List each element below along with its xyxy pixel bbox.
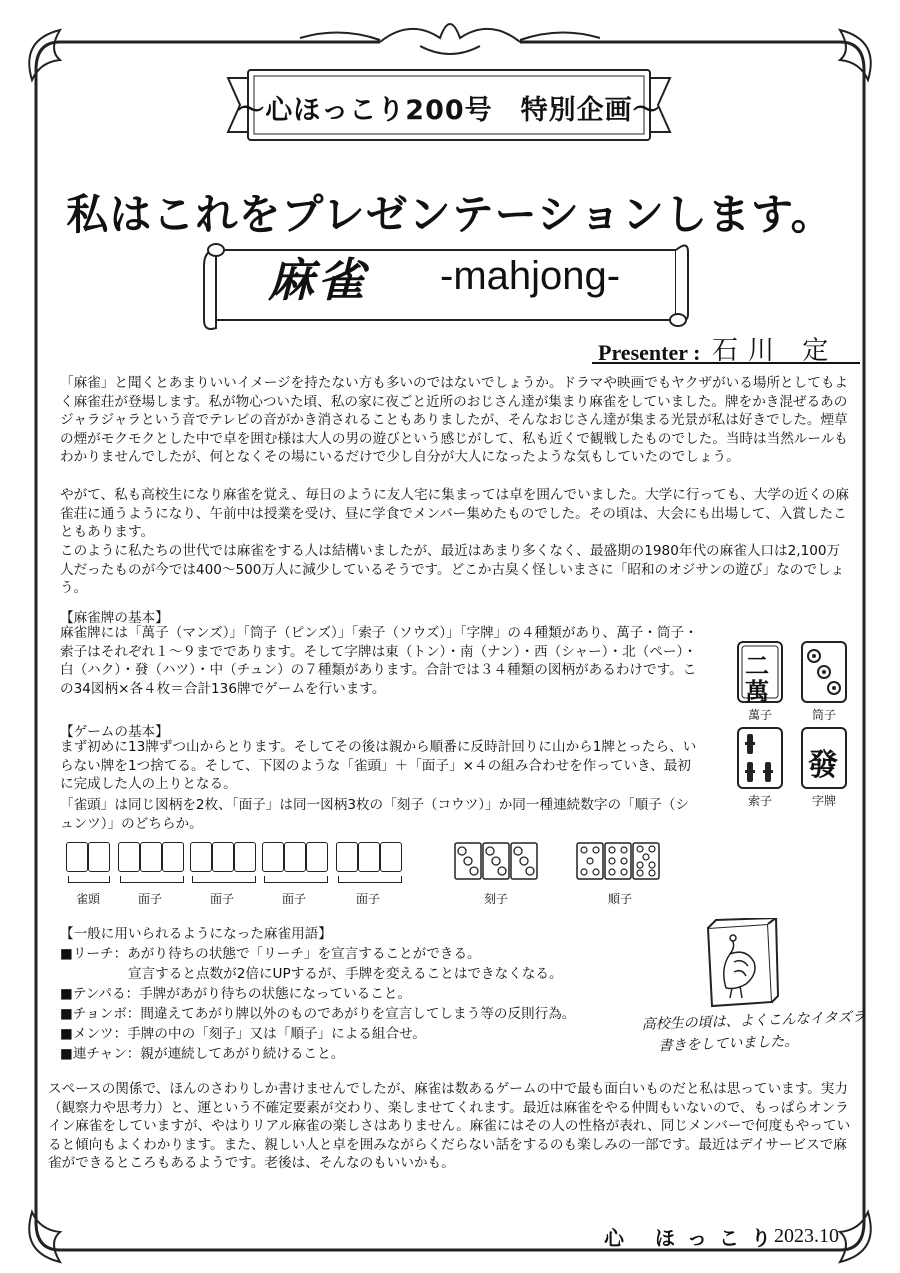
presenter-name: 石川 定	[712, 336, 839, 366]
hand-tile	[380, 842, 402, 872]
hand-bracket	[192, 876, 256, 883]
koutsu-example-icon	[454, 842, 538, 880]
game-basics-text-2: 「雀頭」は同じ図柄を2枚、「面子」は同一図柄3枚の「刻子（コウツ）」か同一種連続数字の「順子（シュンツ）」のどちらか。	[60, 797, 690, 832]
presenter-underline	[592, 362, 860, 364]
jihai-glyph: 發	[808, 748, 838, 783]
handwritten-note	[641, 1006, 866, 1058]
presenter-label: Presenter :	[598, 340, 701, 365]
intro-paragraph-2: やがて、私も高校生になり麻雀を覚え、毎日のように友人宅に集まっては卓を囲んでいました。大学に行っても、大学の近くの麻雀荘に通うようになり、午前中は授業を受け、昼に学食でメンバー集めたものでした。その頃は、大会にも出場して、入賞したこともあります。	[60, 487, 849, 541]
page-title: 私はこれをプレゼンテーションします。	[66, 190, 834, 239]
term-riichi: ■リーチ：あがり待ちの状態で「リーチ」を宣言することができる。	[60, 946, 481, 962]
manzu-glyph-bottom: 萬	[745, 678, 769, 706]
terms-heading: 【一般に用いられるようになった麻雀用語】	[60, 926, 332, 942]
hand-bracket	[120, 876, 184, 883]
intro-paragraph-3: このように私たちの世代では麻雀をする人は結構いましたが、最近はあまり多くなく、最盛期の1980年代の麻雀人口は2,100万人だったものが今では400〜500万人に減少しているそうです。どこか古臭く怪しいまさに「昭和のオジサンの遊び」なのでしょう。	[60, 543, 845, 597]
hand-tile	[88, 842, 110, 872]
hand-tile	[336, 842, 358, 872]
shuntsu-example-icon	[576, 842, 660, 880]
scroll-title: 麻雀	[268, 253, 368, 307]
hand-bracket	[68, 876, 110, 883]
hand-tile	[284, 842, 306, 872]
mentsu-label-3: 面子	[281, 892, 306, 906]
pinzu-tile-icon	[800, 640, 848, 704]
term-tenparu: ■テンパる：手牌があがり待ちの状態になっていること。	[60, 986, 412, 1002]
closing-paragraph: スペースの関係で、ほんのさわりしか書けませんでしたが、麻雀は数あるゲームの中で最も面白いものだと私は思っています。実力（観察力や思考力）と、運という不確定要素が交わり、楽しませてくれます。最近は麻雀をやる仲間もいないので、もっぱらオンライン麻雀をしていますが、やはりリアル麻雀の楽しさはありません。麻雀にはその人の性格が表れ、同じメンバーで何度もやっていると傾向もよくわかります。また、親しい人と卓を囲みながらくだらない話をするのも楽しみの一部です。最近はデイサービスで麻雀ができるところもあるようです。老後は、そんなのもいいかも。	[48, 1081, 851, 1172]
mentsu-label-2: 面子	[209, 892, 234, 906]
hand-tile	[140, 842, 162, 872]
hand-tile	[66, 842, 88, 872]
hand-tile	[212, 842, 234, 872]
footer-newsletter-name: 心 ほっこり	[604, 1226, 783, 1250]
note-line-1: 高校生の頃は、よくこんなイタズラ	[641, 1009, 866, 1033]
shuntsu-label: 順子	[607, 892, 632, 906]
hand-tile	[234, 842, 256, 872]
manzu-label: 萬子	[747, 708, 772, 722]
hand-bracket	[338, 876, 402, 883]
footer-date: 2023.10	[774, 1225, 839, 1247]
term-mentsu: ■メンツ：手牌の中の「刻子」又は「順子」による組合せ。	[60, 1026, 426, 1042]
term-riichi-cont: 宣言すると点数が2倍にUPするが、手牌を変えることはできなくなる。	[60, 966, 563, 982]
game-basics-text-1: まず初めに13牌ずつ山からとります。そしてその後は親から順番に反時計回りに山から1牌とったら、いらない牌を1つ捨てる。そして、下図のような「雀頭」＋「面子」×４の組み合わせを作っていき、最初に完成した人の上りとなる。	[60, 739, 697, 793]
hand-tile	[118, 842, 140, 872]
tiles-basics-text: 麻雀牌には「萬子（マンズ）」「筒子（ピンズ）」「索子（ソウズ）」「字牌」の４種類があり、萬子・筒子・索子はそれぞれ１〜９までであります。そして字牌は東（トン）・南（ナン）・西（シャー）・北（ペー）・白（ハク）・發（ハツ）・中（チュン）の７種類があります。合計では３４種類の図柄があるわけです。この34図柄×各４枚＝合計136牌でゲームを行います。	[60, 625, 698, 697]
hand-tile	[262, 842, 284, 872]
intro-paragraph-1: 「麻雀」と聞くとあまりいいイメージを持たない方も多いのではないでしょうか。ドラマや映画でもヤクザがいる場所としてもよく麻雀荘が登場します。私が物心ついた頃、私の家に夜ごと近所のおじさん達が集まり麻雀をしていました。牌をかき混ぜるあのジャラジャラという音でテレビの音がかき消されることもありましたが、そんなおじさん達が集まる光景が私は好きでした。煙草の煙がモクモクとした中で卓を囲む様は大人の男の遊びという感じがして、私も近くで観戦したものでした。当時は当然ルールもわかりませんでしたが、何となくその場にいるだけで少し自分が大人になったような気もしていたのでしょう。	[60, 375, 849, 466]
hand-tile	[358, 842, 380, 872]
game-basics-heading: 【ゲームの基本】	[60, 724, 169, 740]
hand-tile	[306, 842, 328, 872]
note-line-2: 書きをしていました。	[658, 1033, 799, 1055]
jihai-label: 字牌	[811, 794, 836, 808]
tiles-basics-heading: 【麻雀牌の基本】	[60, 610, 169, 626]
scroll-subtitle: -mahjong-	[440, 254, 621, 298]
souzu-label: 索子	[747, 794, 772, 808]
jantou-label: 雀頭	[75, 892, 100, 906]
manzu-glyph-top: 二	[745, 652, 769, 680]
hand-tile	[190, 842, 212, 872]
term-chonbo: ■チョンボ：間違えてあがり牌以外のものであがりを宣言してしまう等の反則行為。	[60, 1006, 576, 1022]
doodle-tile-icon	[696, 918, 780, 1010]
hand-tile	[162, 842, 184, 872]
banner-title: 〜心ほっこり200号 特別企画〜	[237, 95, 661, 126]
mentsu-label-1: 面子	[137, 892, 162, 906]
hand-bracket	[264, 876, 328, 883]
mentsu-label-4: 面子	[355, 892, 380, 906]
souzu-tile-icon	[736, 726, 784, 790]
term-renchan: ■連チャン：親が連続してあがり続けること。	[60, 1046, 345, 1062]
pinzu-label: 筒子	[811, 708, 836, 722]
koutsu-label: 刻子	[483, 892, 508, 906]
